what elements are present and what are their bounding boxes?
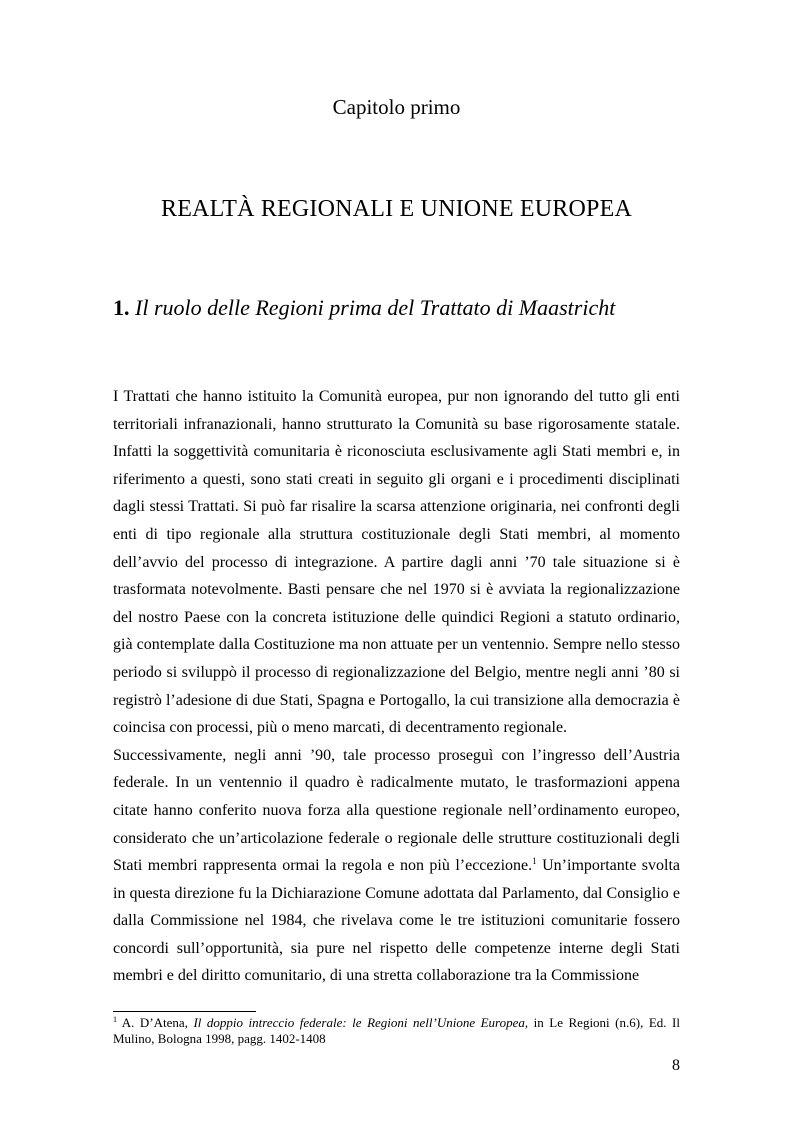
paragraph-text: Successivamente, negli anni ’90, tale processo proseguì con l’ingresso dell’Austria federale. In un ventennio il quadro è radicalmente mutato, le trasformazioni appena citate hanno conferito nuova forza alla questione regionale nell’ordinamento europeo, considerato che un’articolazione federale o regionale delle strutture costituzionali degli Stati membri rappresenta ormai la regola e non più l’eccezione. <box>113 746 680 875</box>
footnote-marker: 1 <box>113 1015 117 1024</box>
footnote <box>113 1015 680 1047</box>
section-heading <box>113 295 615 321</box>
chapter-label: Capitolo primo <box>332 95 461 119</box>
body-text <box>113 383 680 990</box>
paragraph: I Trattati che hanno istituito la Comunità europea, pur non ignorando del tutto gli enti territoriali infranazionali, hanno strutturato la Comunità su base rigorosamente statale. Infatti la soggettività comunitaria è riconosciuta esclusivamente agli Stati membri e, in riferimento a questi, sono stati creati in seguito gli organi e i procedimenti disciplinati dagli stessi Trattati. Si può far risalire la scarsa attenzione originaria, nei confronti degli enti di tipo regionale alla struttura costituzionale degli Stati membri, al momento dell’avvio del processo di integrazione. A partire dagli anni ’70 tale situazione si è trasformata notevolmente. Basti pensare che nel 1970 si è avviata la regionalizzazione del nostro Paese con la concreta istituzione delle quindici Regioni a statuto ordinario, già contemplate dalla Costituzione ma non attuate per un ventennio. Sempre nello stesso periodo si sviluppò il processo di regionalizzazione del Belgio, mentre negli anni ’80 si registrò l’adesione di due Stati, Spagna e Portogallo, la cui transizione alla democrazia è coincisa con processi, più o meno marcati, di decentramento regionale. <box>113 388 680 737</box>
paragraph-text: Un’importante svolta in questa direzione fu la Dichiarazione Comune adottata dal Parlamento, dal Consiglio e dalla Commissione nel 1984, che rivelava come le tre istituzioni comunitarie fossero concordi sull’opportunità, sia pure nel rispetto delle competenze interne degli Stati membri e del diritto comunitario, di una stretta collaborazione tra la Commissione <box>113 857 680 985</box>
footnote-work-title: Il doppio intreccio federale: le Regioni nell’Unione Europea, <box>193 1015 529 1030</box>
footnote-reference[interactable]: 1 <box>532 856 537 867</box>
footnote-divider <box>113 1011 256 1012</box>
chapter-title: REALTÀ REGIONALI E UNIONE EUROPEA <box>160 196 632 222</box>
footnote-author: A. D’Atena, <box>117 1015 194 1030</box>
section-number: 1. <box>113 295 130 320</box>
section-title: Il ruolo delle Regioni prima del Trattato di Maastricht <box>135 295 616 320</box>
footnote-details: in Le Regioni (n.6), Ed. Il Mulino, Bologna 1998, pagg. 1402-1408 <box>113 1015 680 1046</box>
page-number: 8 <box>672 1057 680 1074</box>
paragraph <box>113 742 680 990</box>
